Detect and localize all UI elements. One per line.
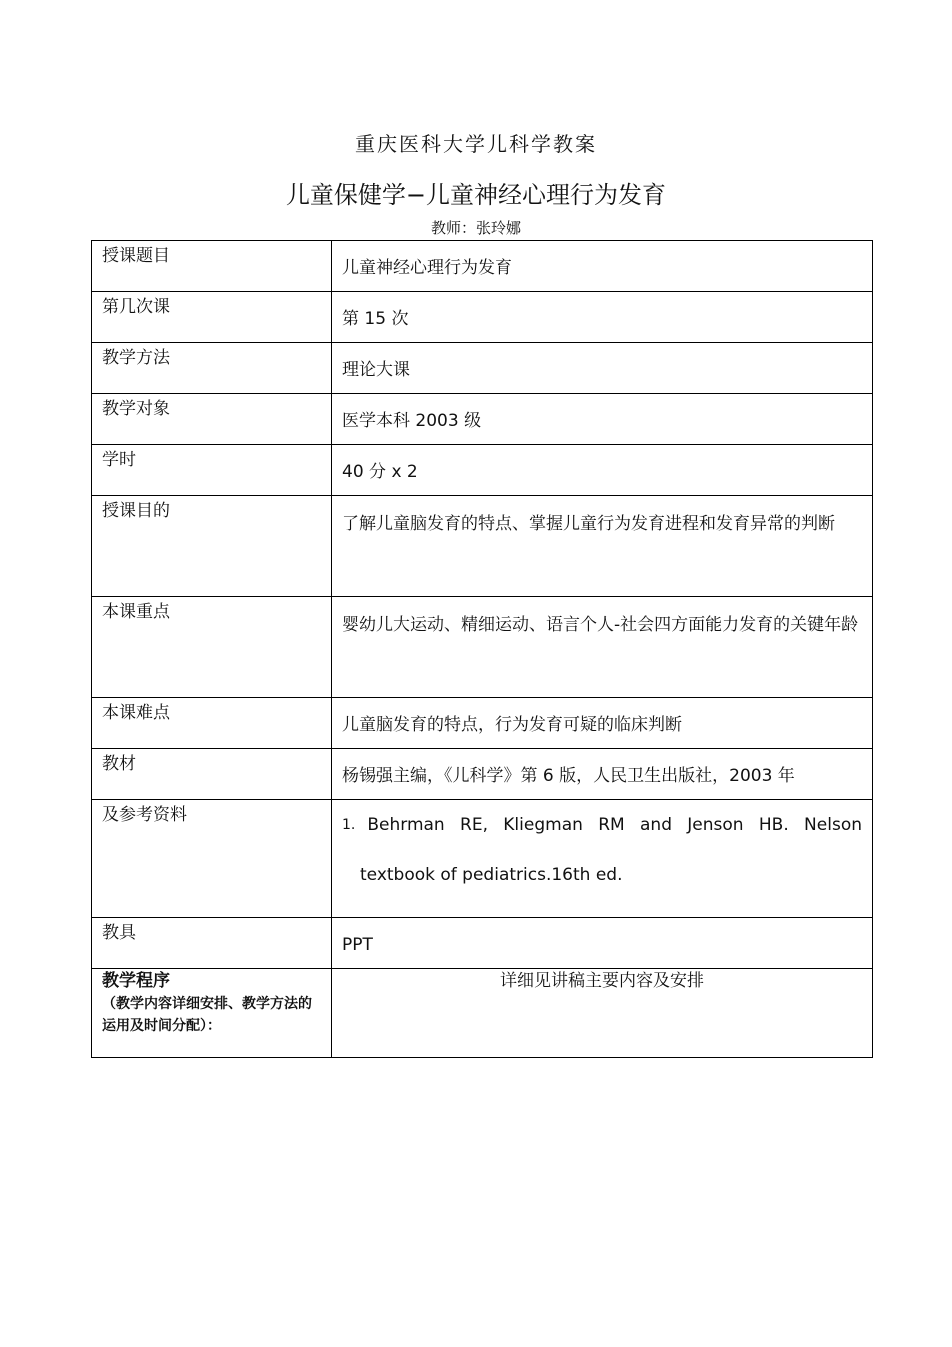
topic-label: 授课题目 (92, 241, 332, 292)
tools-label: 教具 (92, 918, 332, 969)
objective-label: 授课目的 (92, 496, 332, 597)
difficulties-value: 儿童脑发育的特点，行为发育可疑的临床判断 (332, 698, 873, 749)
teacher-name: 张玲娜 (476, 219, 522, 237)
program-note: （教学内容详细安排、教学方法的运用及时间分配）： (102, 996, 312, 1034)
table-row-textbook (92, 749, 873, 800)
table-row-difficulties (92, 698, 873, 749)
table-row-key-points (92, 597, 873, 698)
table-row-method (92, 343, 873, 394)
school-heading: 重庆医科大学儿科学教案 (355, 132, 597, 156)
program-title: 教学程序 (102, 971, 170, 991)
reference-number: 1. (342, 817, 356, 833)
table-row-tools (92, 918, 873, 969)
textbook-editor: 杨锡强主编，《儿科学》第 6 版， (342, 766, 594, 786)
textbook-publisher: 人民卫生出版社， (593, 766, 730, 786)
teacher-line (0, 217, 952, 238)
audience-value: 医学本科 2003 级 (332, 394, 873, 445)
table-row-lesson-number (92, 292, 873, 343)
key-points-value: 婴幼儿大运动、精细运动、语言个人-社会四方面能力发育的关键年龄 (332, 597, 873, 698)
reference-text-line2: textbook of pediatrics.16th ed. (360, 865, 623, 885)
lesson-number-label: 第几次课 (92, 292, 332, 343)
references-label: 及参考资料 (92, 800, 332, 918)
lesson-plan-table (91, 240, 873, 1058)
method-value: 理论大课 (332, 343, 873, 394)
program-label (92, 969, 332, 1058)
difficulties-label: 本课难点 (92, 698, 332, 749)
reference-text-line1: Behrman RE, Kliegman RM and Jenson HB. Nelson (367, 815, 862, 835)
textbook-label: 教材 (92, 749, 332, 800)
table-row-program (92, 969, 873, 1058)
references-value (332, 800, 873, 918)
objective-value: 了解儿童脑发育的特点、掌握儿童行为发育进程和发育异常的判断 (332, 496, 873, 597)
audience-label: 教学对象 (92, 394, 332, 445)
table-row-audience (92, 394, 873, 445)
lesson-number-value: 第 15 次 (332, 292, 873, 343)
hours-label: 学时 (92, 445, 332, 496)
hours-value: 40 分 x 2 (332, 445, 873, 496)
table-row-topic (92, 241, 873, 292)
textbook-value (332, 749, 873, 800)
method-label: 教学方法 (92, 343, 332, 394)
table-row-hours (92, 445, 873, 496)
reference-item-line1 (342, 800, 862, 850)
table-row-objective (92, 496, 873, 597)
program-value: 详细见讲稿主要内容及安排 (332, 969, 873, 1058)
tools-value: PPT (332, 918, 873, 969)
table-row-references (92, 800, 873, 918)
lesson-title: 儿童保健学−儿童神经心理行为发育 (285, 181, 667, 209)
topic-value: 儿童神经心理行为发育 (332, 241, 873, 292)
textbook-year: 2003 年 (729, 766, 795, 786)
teacher-label: 教师： (430, 219, 476, 237)
key-points-label: 本课重点 (92, 597, 332, 698)
